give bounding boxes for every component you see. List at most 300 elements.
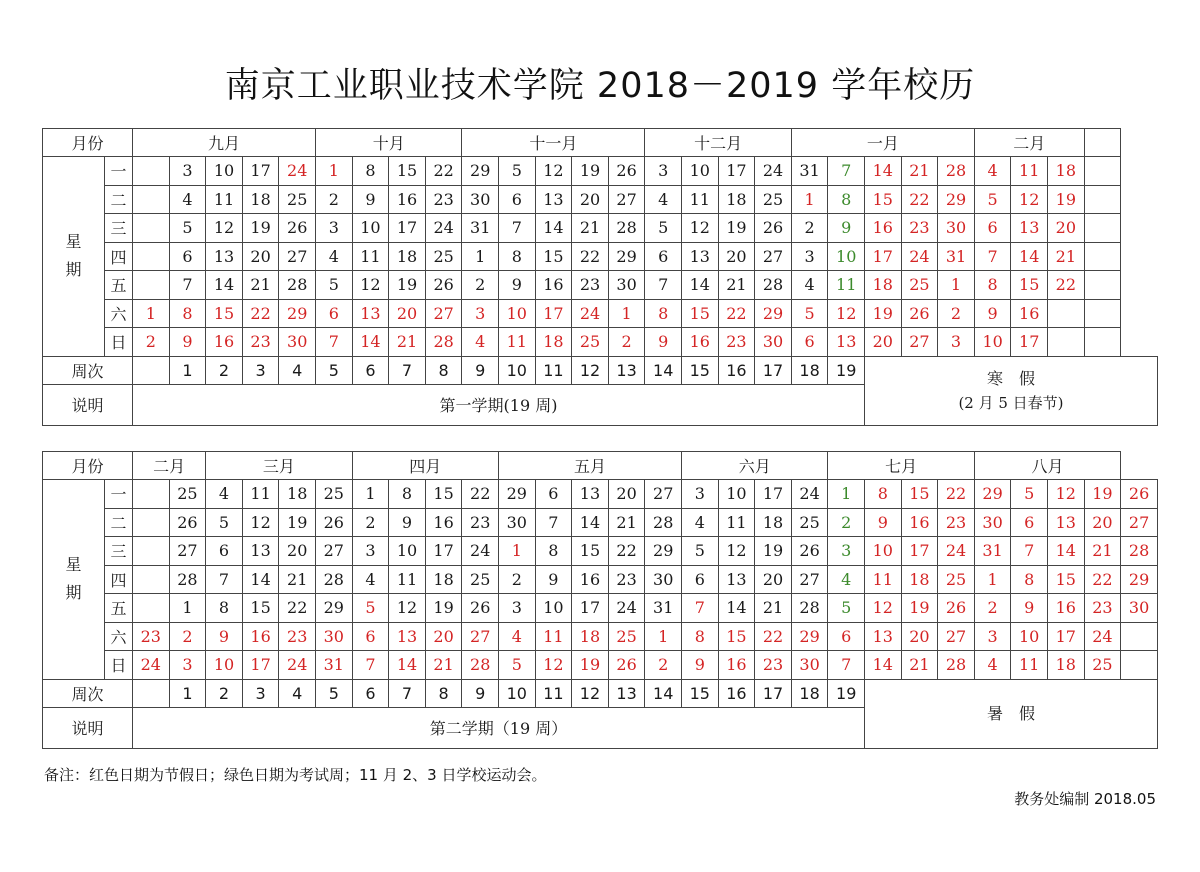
date-cell: 4: [352, 565, 389, 594]
date-cell: 16: [865, 214, 902, 243]
date-cell: 2: [608, 328, 645, 357]
date-cell: 12: [865, 594, 902, 623]
date-cell: 4: [499, 622, 536, 651]
date-cell: 11: [389, 565, 426, 594]
date-cell: 24: [1084, 622, 1121, 651]
date-cell: 20: [1048, 214, 1085, 243]
holiday-name: 寒 假: [986, 368, 1035, 388]
date-cell: 11: [206, 185, 243, 214]
date-cell: 22: [242, 299, 279, 328]
date-cell: 30: [791, 651, 828, 680]
week-number: 10: [499, 356, 536, 384]
week-number: 5: [316, 679, 353, 707]
date-cell: 12: [535, 157, 572, 186]
date-cell: 19: [572, 651, 609, 680]
date-cell: 18: [1047, 651, 1084, 680]
week-number: 6: [352, 679, 389, 707]
week-day-row: [43, 480, 1158, 509]
week-number: 2: [206, 356, 243, 384]
date-cell: 17: [425, 537, 462, 566]
date-cell: 24: [279, 651, 316, 680]
date-cell: 7: [206, 565, 243, 594]
date-cell: 1: [169, 594, 206, 623]
date-cell: [133, 508, 170, 537]
week-number: 4: [279, 679, 316, 707]
date-cell: 26: [938, 594, 975, 623]
month-label: 月份: [43, 129, 133, 157]
date-cell: 15: [1011, 271, 1048, 300]
date-cell: 13: [865, 622, 902, 651]
date-cell: 23: [718, 328, 755, 357]
date-cell: 28: [938, 651, 975, 680]
date-cell: 7: [169, 271, 206, 300]
holiday-label: [865, 356, 1158, 425]
date-cell: 11: [828, 271, 865, 300]
date-cell: 30: [755, 328, 792, 357]
date-cell: 1: [828, 480, 865, 509]
date-cell: 10: [718, 480, 755, 509]
week-number: [133, 679, 170, 707]
date-cell: 15: [572, 537, 609, 566]
date-cell: 16: [682, 328, 719, 357]
week-day-row: [43, 271, 1158, 300]
date-cell: 14: [682, 271, 719, 300]
date-cell: 27: [279, 242, 316, 271]
date-cell: 19: [1084, 480, 1121, 509]
date-cell: [133, 271, 170, 300]
date-cell: 18: [279, 480, 316, 509]
week-number: 14: [645, 356, 682, 384]
date-cell: 23: [425, 185, 462, 214]
date-cell: 5: [828, 594, 865, 623]
date-cell: 5: [682, 537, 719, 566]
week-number-row: [43, 356, 1158, 384]
month-header: 四月: [352, 452, 498, 480]
weekday-label: 五: [105, 594, 133, 623]
date-cell: 13: [1011, 214, 1048, 243]
date-cell: 29: [279, 299, 316, 328]
date-cell: 22: [572, 242, 609, 271]
date-cell: 10: [389, 537, 426, 566]
date-cell: 6: [1011, 508, 1048, 537]
note-label: 说明: [43, 384, 133, 425]
date-cell: 24: [901, 242, 938, 271]
date-cell: 25: [901, 271, 938, 300]
date-cell: 22: [608, 537, 645, 566]
date-cell: 2: [352, 508, 389, 537]
date-cell: [1084, 214, 1121, 243]
week-day-row: [43, 242, 1158, 271]
date-cell: 4: [974, 651, 1011, 680]
date-cell: 3: [316, 214, 353, 243]
date-cell: 18: [425, 565, 462, 594]
week-number: 19: [828, 356, 865, 384]
date-cell: 4: [682, 508, 719, 537]
date-cell: 17: [572, 594, 609, 623]
date-cell: 6: [645, 242, 682, 271]
week-number: [133, 356, 170, 384]
date-cell: [133, 157, 170, 186]
week-number: 11: [535, 679, 572, 707]
date-cell: 30: [645, 565, 682, 594]
date-cell: 10: [865, 537, 902, 566]
month-header: [1084, 129, 1121, 157]
week-number-row: [43, 679, 1158, 707]
date-cell: 21: [1048, 242, 1085, 271]
date-cell: 26: [169, 508, 206, 537]
date-cell: 15: [1047, 565, 1084, 594]
date-cell: 8: [828, 185, 865, 214]
date-cell: 6: [352, 622, 389, 651]
date-cell: 5: [974, 185, 1011, 214]
weekday-label: 六: [105, 299, 133, 328]
date-cell: 26: [425, 271, 462, 300]
date-cell: [1084, 299, 1121, 328]
month-header-row: [43, 129, 1158, 157]
week-day-row: [43, 622, 1158, 651]
date-cell: 24: [425, 214, 462, 243]
date-cell: 18: [901, 565, 938, 594]
week-day-row: [43, 328, 1158, 357]
date-cell: 5: [499, 651, 536, 680]
date-cell: 21: [279, 565, 316, 594]
date-cell: 28: [645, 508, 682, 537]
week-number: 18: [791, 679, 828, 707]
date-cell: 14: [865, 651, 902, 680]
date-cell: 15: [535, 242, 572, 271]
date-cell: 28: [169, 565, 206, 594]
date-cell: 13: [718, 565, 755, 594]
date-cell: 2: [645, 651, 682, 680]
date-cell: 24: [608, 594, 645, 623]
date-cell: 27: [791, 565, 828, 594]
date-cell: 10: [352, 214, 389, 243]
date-cell: 10: [499, 299, 536, 328]
date-cell: 27: [608, 185, 645, 214]
date-cell: 23: [755, 651, 792, 680]
date-cell: 22: [901, 185, 938, 214]
date-cell: 31: [938, 242, 975, 271]
date-cell: 30: [279, 328, 316, 357]
date-cell: 13: [206, 242, 243, 271]
week-day-row: [43, 651, 1158, 680]
week-number: 17: [755, 356, 792, 384]
week-number: 13: [608, 679, 645, 707]
date-cell: 29: [316, 594, 353, 623]
date-cell: 3: [169, 157, 206, 186]
date-cell: 22: [718, 299, 755, 328]
date-cell: 10: [535, 594, 572, 623]
date-cell: 19: [1048, 185, 1085, 214]
date-cell: [1084, 242, 1121, 271]
date-cell: 6: [535, 480, 572, 509]
date-cell: 16: [1047, 594, 1084, 623]
week-number: 2: [206, 679, 243, 707]
date-cell: 27: [645, 480, 682, 509]
week-number: 14: [645, 679, 682, 707]
date-cell: 19: [755, 537, 792, 566]
date-cell: 26: [791, 537, 828, 566]
date-cell: 4: [462, 328, 499, 357]
date-cell: [133, 565, 170, 594]
date-cell: 1: [499, 537, 536, 566]
date-cell: 24: [755, 157, 792, 186]
date-cell: 17: [865, 242, 902, 271]
date-cell: 19: [865, 299, 902, 328]
date-cell: 25: [755, 185, 792, 214]
week-number: 13: [608, 356, 645, 384]
date-cell: 19: [242, 214, 279, 243]
week-day-row: [43, 537, 1158, 566]
date-cell: 21: [572, 214, 609, 243]
date-cell: 9: [865, 508, 902, 537]
date-cell: 21: [389, 328, 426, 357]
date-cell: [133, 185, 170, 214]
date-cell: 8: [865, 480, 902, 509]
week-number: 3: [242, 679, 279, 707]
date-cell: 5: [206, 508, 243, 537]
date-cell: 5: [791, 299, 828, 328]
date-cell: 4: [791, 271, 828, 300]
date-cell: 29: [499, 480, 536, 509]
week-number: 11: [535, 356, 572, 384]
date-cell: 30: [974, 508, 1011, 537]
date-cell: 9: [1011, 594, 1048, 623]
date-cell: 8: [352, 157, 389, 186]
date-cell: 16: [242, 622, 279, 651]
date-cell: 23: [1084, 594, 1121, 623]
date-cell: 12: [206, 214, 243, 243]
weekday-group-label: 星 期: [43, 157, 105, 357]
date-cell: 23: [608, 565, 645, 594]
date-cell: 18: [389, 242, 426, 271]
date-cell: 15: [242, 594, 279, 623]
date-cell: 17: [389, 214, 426, 243]
date-cell: 2: [169, 622, 206, 651]
date-cell: 20: [572, 185, 609, 214]
date-cell: 21: [242, 271, 279, 300]
date-cell: 26: [608, 651, 645, 680]
date-cell: 10: [206, 157, 243, 186]
date-cell: 5: [499, 157, 536, 186]
date-cell: 9: [352, 185, 389, 214]
date-cell: 19: [279, 508, 316, 537]
date-cell: 6: [206, 537, 243, 566]
date-cell: 15: [206, 299, 243, 328]
week-number: 1: [169, 356, 206, 384]
date-cell: 5: [1011, 480, 1048, 509]
date-cell: 18: [1048, 157, 1085, 186]
date-cell: 25: [425, 242, 462, 271]
date-cell: 12: [1011, 185, 1048, 214]
date-cell: 3: [828, 537, 865, 566]
date-cell: 28: [608, 214, 645, 243]
date-cell: 27: [901, 328, 938, 357]
week-number: 9: [462, 356, 499, 384]
date-cell: 8: [974, 271, 1011, 300]
month-header: 十一月: [462, 129, 645, 157]
weekday-label: 一: [105, 480, 133, 509]
date-cell: 6: [499, 185, 536, 214]
date-cell: 14: [352, 328, 389, 357]
date-cell: 31: [791, 157, 828, 186]
date-cell: 17: [901, 537, 938, 566]
note-label: 说明: [43, 707, 133, 748]
date-cell: 16: [572, 565, 609, 594]
date-cell: 12: [242, 508, 279, 537]
week-number: 17: [755, 679, 792, 707]
date-cell: 3: [645, 157, 682, 186]
date-cell: 9: [535, 565, 572, 594]
date-cell: 28: [425, 328, 462, 357]
week-label: 周次: [43, 356, 133, 384]
date-cell: 6: [169, 242, 206, 271]
week-number: 16: [718, 679, 755, 707]
date-cell: 23: [133, 622, 170, 651]
holiday-subnote: (2 月 5 日春节): [958, 393, 1064, 412]
date-cell: 13: [242, 537, 279, 566]
date-cell: 26: [608, 157, 645, 186]
date-cell: 5: [645, 214, 682, 243]
date-cell: 11: [865, 565, 902, 594]
date-cell: 22: [425, 157, 462, 186]
date-cell: 31: [316, 651, 353, 680]
date-cell: 15: [718, 622, 755, 651]
date-cell: 20: [425, 622, 462, 651]
date-cell: 15: [865, 185, 902, 214]
date-cell: 3: [682, 480, 719, 509]
date-cell: 30: [1121, 594, 1158, 623]
date-cell: 1: [133, 299, 170, 328]
date-cell: 13: [352, 299, 389, 328]
date-cell: 26: [901, 299, 938, 328]
date-cell: 8: [206, 594, 243, 623]
date-cell: 9: [499, 271, 536, 300]
date-cell: 24: [462, 537, 499, 566]
date-cell: 22: [938, 480, 975, 509]
date-cell: 1: [791, 185, 828, 214]
date-cell: 14: [1047, 537, 1084, 566]
date-cell: 28: [316, 565, 353, 594]
date-cell: 19: [572, 157, 609, 186]
date-cell: [1084, 271, 1121, 300]
date-cell: 18: [572, 622, 609, 651]
date-cell: 7: [1011, 537, 1048, 566]
date-cell: 25: [608, 622, 645, 651]
date-cell: 4: [645, 185, 682, 214]
date-cell: 23: [901, 214, 938, 243]
month-header-row: [43, 452, 1158, 480]
date-cell: [1048, 328, 1085, 357]
date-cell: 7: [974, 242, 1011, 271]
week-number: 15: [682, 679, 719, 707]
month-header: 六月: [682, 452, 828, 480]
date-cell: 11: [1011, 651, 1048, 680]
date-cell: 21: [901, 157, 938, 186]
date-cell: 20: [279, 537, 316, 566]
date-cell: 8: [645, 299, 682, 328]
date-cell: 25: [1084, 651, 1121, 680]
date-cell: 1: [645, 622, 682, 651]
semester-1-calendar: [42, 128, 1158, 426]
date-cell: 27: [425, 299, 462, 328]
date-cell: 4: [169, 185, 206, 214]
date-cell: 14: [1011, 242, 1048, 271]
date-cell: 18: [718, 185, 755, 214]
date-cell: 20: [242, 242, 279, 271]
date-cell: 28: [755, 271, 792, 300]
week-number: 8: [425, 679, 462, 707]
date-cell: 11: [352, 242, 389, 271]
date-cell: 1: [608, 299, 645, 328]
date-cell: 4: [828, 565, 865, 594]
date-cell: 5: [352, 594, 389, 623]
date-cell: 19: [901, 594, 938, 623]
date-cell: 10: [682, 157, 719, 186]
date-cell: 1: [974, 565, 1011, 594]
date-cell: 22: [462, 480, 499, 509]
date-cell: 23: [462, 508, 499, 537]
month-header: 一月: [791, 129, 974, 157]
date-cell: 22: [755, 622, 792, 651]
date-cell: [1084, 157, 1121, 186]
date-cell: 10: [206, 651, 243, 680]
weekday-label: 四: [105, 242, 133, 271]
date-cell: [133, 537, 170, 566]
date-cell: 9: [974, 299, 1011, 328]
date-cell: 29: [974, 480, 1011, 509]
month-header: 五月: [499, 452, 682, 480]
date-cell: 9: [682, 651, 719, 680]
date-cell: 7: [645, 271, 682, 300]
date-cell: 12: [718, 537, 755, 566]
date-cell: 27: [462, 622, 499, 651]
date-cell: 12: [352, 271, 389, 300]
date-cell: 23: [279, 622, 316, 651]
date-cell: 4: [206, 480, 243, 509]
week-number: 3: [242, 356, 279, 384]
holiday-name: 暑 假: [986, 703, 1035, 723]
date-cell: 25: [279, 185, 316, 214]
month-header: 二月: [133, 452, 206, 480]
date-cell: 22: [279, 594, 316, 623]
date-cell: 16: [718, 651, 755, 680]
date-cell: 20: [901, 622, 938, 651]
date-cell: 7: [499, 214, 536, 243]
holiday-label: [865, 679, 1158, 748]
date-cell: 13: [1047, 508, 1084, 537]
month-header: 八月: [974, 452, 1120, 480]
date-cell: 21: [718, 271, 755, 300]
week-day-row: [43, 185, 1158, 214]
date-cell: 17: [1011, 328, 1048, 357]
date-cell: 4: [316, 242, 353, 271]
date-cell: 12: [828, 299, 865, 328]
week-number: 1: [169, 679, 206, 707]
date-cell: 28: [279, 271, 316, 300]
date-cell: 20: [1084, 508, 1121, 537]
date-cell: 16: [425, 508, 462, 537]
date-cell: 2: [316, 185, 353, 214]
weekday-label: 四: [105, 565, 133, 594]
date-cell: 1: [462, 242, 499, 271]
date-cell: [133, 480, 170, 509]
date-cell: 28: [791, 594, 828, 623]
date-cell: 25: [938, 565, 975, 594]
date-cell: 21: [755, 594, 792, 623]
date-cell: 19: [718, 214, 755, 243]
date-cell: 9: [828, 214, 865, 243]
